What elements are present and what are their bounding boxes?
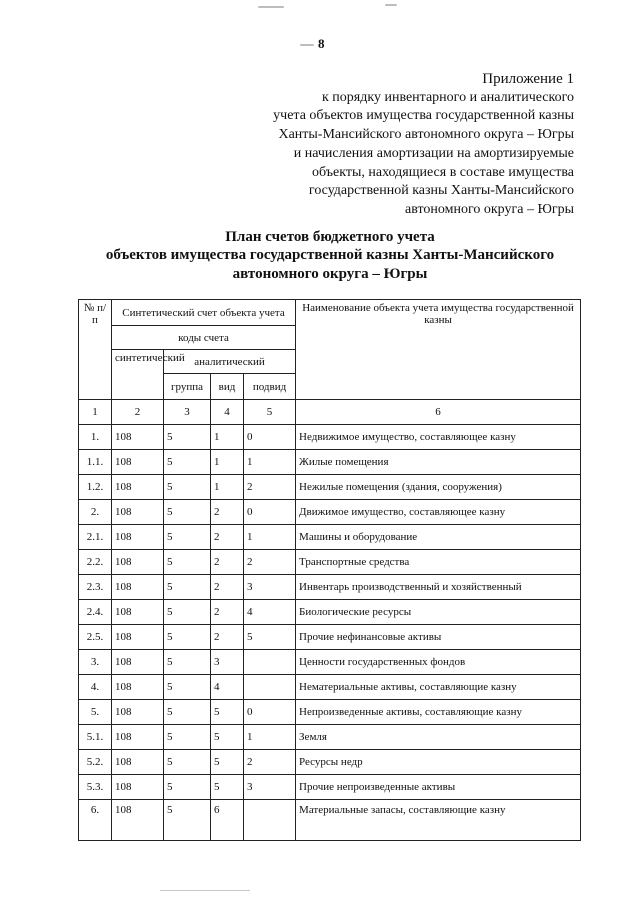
appendix-line: и начисления амортизации на амортизируемые [293,145,574,161]
column-number: 6 [296,400,581,425]
cell-synthetic: 108 [112,675,164,700]
cell-type: 2 [211,600,244,625]
accounts-table [78,299,581,841]
cell-subtype [244,675,296,700]
cell-type: 3 [211,650,244,675]
header-subtype: подвид [244,374,296,400]
cell-name: Транспортные средства [296,550,581,575]
cell-num: 5.1. [79,725,112,750]
cell-type: 2 [211,500,244,525]
appendix-header [194,70,574,220]
cell-type: 6 [211,800,244,841]
cell-name: Машины и оборудование [296,525,581,550]
cell-synthetic: 108 [112,550,164,575]
cell-group: 5 [164,475,211,500]
cell-subtype: 4 [244,600,296,625]
cell-num: 5.2. [79,750,112,775]
table-row [79,800,581,841]
cell-group: 5 [164,700,211,725]
appendix-title: Приложение 1 [482,71,574,87]
cell-name: Инвентарь производственный и хозяйственный [296,575,581,600]
cell-num: 2.5. [79,625,112,650]
cell-num: 1.2. [79,475,112,500]
cell-group: 5 [164,525,211,550]
cell-num: 3. [79,650,112,675]
cell-subtype: 2 [244,550,296,575]
table-row [79,700,581,725]
cell-name: Биологические ресурсы [296,600,581,625]
cell-synthetic: 108 [112,750,164,775]
cell-group: 5 [164,775,211,800]
cell-subtype: 5 [244,625,296,650]
table-row [79,725,581,750]
cell-synthetic: 108 [112,600,164,625]
table-row [79,475,581,500]
scan-smudge [300,44,314,46]
cell-name: Материальные запасы, составляющие казну [296,800,581,841]
header-account-codes: коды счета [112,326,296,350]
cell-type: 2 [211,525,244,550]
scan-smudge [258,6,284,8]
cell-group: 5 [164,725,211,750]
cell-type: 2 [211,550,244,575]
table-row [79,500,581,525]
cell-type: 1 [211,475,244,500]
appendix-line: учета объектов имущества государственной казны [273,108,574,124]
cell-type: 4 [211,675,244,700]
cell-type: 5 [211,750,244,775]
cell-name: Нематериальные активы, составляющие казну [296,675,581,700]
cell-name: Земля [296,725,581,750]
cell-num: 2.4. [79,600,112,625]
table-row [79,775,581,800]
cell-group: 5 [164,600,211,625]
cell-synthetic: 108 [112,625,164,650]
cell-synthetic: 108 [112,775,164,800]
cell-group: 5 [164,550,211,575]
table-row [79,625,581,650]
appendix-line: объекты, находящиеся в составе имущества [312,164,574,180]
header-object-name: Наименование объекта учета имущества государственной казны [296,300,581,400]
cell-name: Недвижимое имущество, составляющее казну [296,425,581,450]
plan-title-line: автономного округа – Югры [232,265,428,282]
cell-type: 1 [211,425,244,450]
cell-group: 5 [164,425,211,450]
cell-num: 4. [79,675,112,700]
appendix-line: Ханты-Мансийского автономного округа – Югры [278,127,574,143]
cell-type: 2 [211,625,244,650]
cell-num: 5.3. [79,775,112,800]
header-synthetic-account: Синтетический счет объекта учета [112,300,296,326]
cell-name: Жилые помещения [296,450,581,475]
cell-num: 2.1. [79,525,112,550]
cell-num: 1.1. [79,450,112,475]
cell-num: 2. [79,500,112,525]
cell-group: 5 [164,575,211,600]
scan-smudge [160,890,250,891]
table-row [79,750,581,775]
plan-title [80,228,580,283]
cell-synthetic: 108 [112,575,164,600]
cell-subtype: 0 [244,500,296,525]
cell-type: 1 [211,450,244,475]
cell-synthetic: 108 [112,800,164,841]
cell-type: 5 [211,725,244,750]
table-row [79,450,581,475]
cell-synthetic: 108 [112,475,164,500]
cell-name: Ресурсы недр [296,750,581,775]
table-row [79,575,581,600]
cell-group: 5 [164,675,211,700]
cell-synthetic: 108 [112,500,164,525]
cell-subtype [244,650,296,675]
cell-subtype: 1 [244,525,296,550]
cell-synthetic: 108 [112,650,164,675]
header-type: вид [211,374,244,400]
cell-type: 2 [211,575,244,600]
appendix-line: государственной казны Ханты-Мансийского [308,183,574,199]
column-number: 3 [164,400,211,425]
cell-type: 5 [211,775,244,800]
cell-num: 2.2. [79,550,112,575]
cell-synthetic: 108 [112,725,164,750]
cell-subtype: 1 [244,450,296,475]
cell-group: 5 [164,750,211,775]
table-row [79,675,581,700]
cell-name: Движимое имущество, составляющее казну [296,500,581,525]
column-number: 1 [79,400,112,425]
scan-smudge [385,4,397,6]
appendix-line: к порядку инвентарного и аналитического [322,89,574,105]
column-number: 2 [112,400,164,425]
column-number: 4 [211,400,244,425]
header-analytic: аналитический [164,350,296,374]
cell-name: Прочие непроизведенные активы [296,775,581,800]
cell-synthetic: 108 [112,425,164,450]
plan-title-line: объектов имущества государственной казны Ханты-Мансийского [105,247,555,264]
cell-subtype: 0 [244,425,296,450]
cell-synthetic: 108 [112,700,164,725]
cell-subtype [244,800,296,841]
table-row [79,650,581,675]
header-num: № п/п [79,300,112,400]
cell-group: 5 [164,625,211,650]
table-row [79,425,581,450]
cell-name: Непроизведенные активы, составляющие казну [296,700,581,725]
cell-num: 1. [79,425,112,450]
cell-synthetic: 108 [112,450,164,475]
cell-name: Ценности государственных фондов [296,650,581,675]
cell-group: 5 [164,800,211,841]
cell-subtype: 3 [244,775,296,800]
cell-num: 2.3. [79,575,112,600]
appendix-line: автономного округа – Югры [405,201,574,217]
header-group: группа [164,374,211,400]
cell-name: Нежилые помещения (здания, сооружения) [296,475,581,500]
table-row [79,550,581,575]
column-number: 5 [244,400,296,425]
cell-subtype: 3 [244,575,296,600]
table-row [79,525,581,550]
cell-subtype: 0 [244,700,296,725]
cell-num: 5. [79,700,112,725]
cell-group: 5 [164,500,211,525]
cell-group: 5 [164,450,211,475]
table-row [79,600,581,625]
plan-title-line: План счетов бюджетного учета [225,229,435,245]
cell-subtype: 2 [244,750,296,775]
header-synthetic: синтетический [112,350,164,400]
page-number: 8 [318,36,325,51]
cell-type: 5 [211,700,244,725]
cell-subtype: 1 [244,725,296,750]
cell-num: 6. [79,800,112,841]
cell-synthetic: 108 [112,525,164,550]
cell-group: 5 [164,650,211,675]
cell-subtype: 2 [244,475,296,500]
cell-name: Прочие нефинансовые активы [296,625,581,650]
column-number-row [79,400,581,425]
